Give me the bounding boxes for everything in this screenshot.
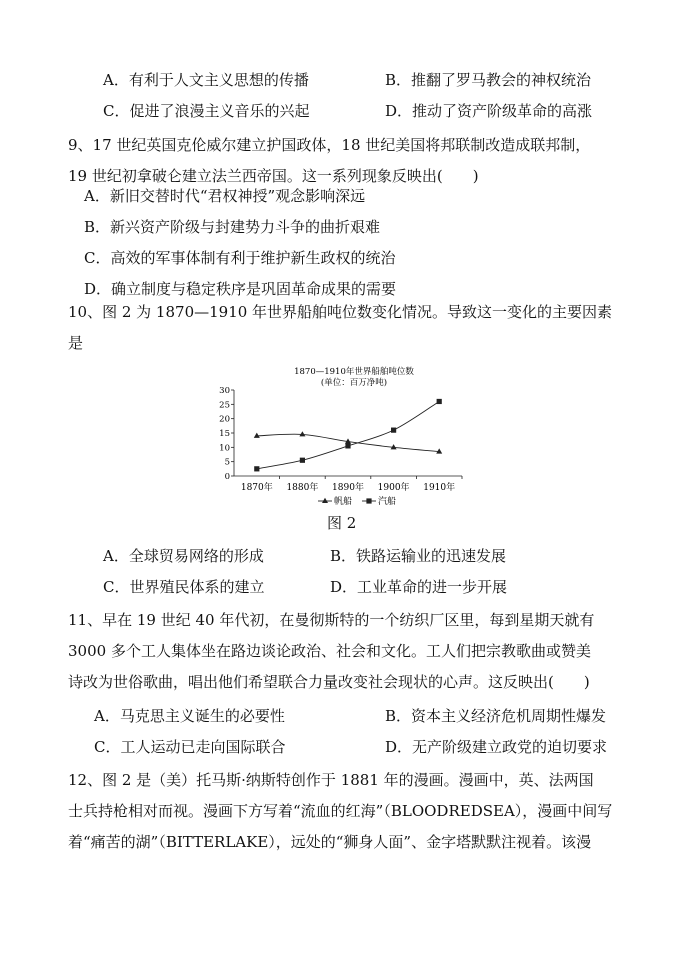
- q8-option-c: C．促进了浪漫主义音乐的兴起: [103, 102, 310, 120]
- q9-option-a: A．新旧交替时代“君权神授”观念影响深远: [84, 187, 366, 205]
- legend-marker: [366, 498, 371, 503]
- chart-title: 1870—1910年世界船舶吨位数: [294, 367, 414, 377]
- q9-option-c: C．高效的军事体制有利于维护新生政权的统治: [84, 249, 396, 267]
- data-point: [437, 399, 442, 404]
- y-tick-label: 25: [219, 400, 230, 411]
- y-tick-label: 30: [219, 386, 230, 396]
- ship-tonnage-chart: [219, 362, 478, 512]
- q11-option-d: D．无产阶级建立政党的迫切要求: [385, 738, 608, 756]
- legend-item: [362, 495, 396, 507]
- legend-item: [318, 495, 352, 507]
- q11-stem-line-2: 3000 多个工人集体坐在路边谈论政治、社会和文化。工人们把宗教歌曲或赞美: [68, 642, 591, 660]
- chart-subtitle: (单位：百万净吨): [320, 378, 388, 388]
- q9-stem-line-1: 9、17 世纪英国克伦威尔建立护国政体，18 世纪美国将邦联制改造成联邦制，: [68, 136, 591, 154]
- q10-option-c: C．世界殖民体系的建立: [103, 578, 265, 596]
- data-point: [254, 466, 259, 471]
- q9-option-d: D．确立制度与稳定秩序是巩固革命成果的需要: [84, 280, 397, 298]
- q8-option-a: A．有利于人文主义思想的传播: [103, 71, 309, 89]
- y-tick-label: 0: [224, 472, 230, 482]
- y-tick-label: 10: [219, 443, 230, 454]
- q12-stem-line-2: 士兵持枪相对而视。漫画下方写着“流血的红海”（BLOODREDSEA），漫画中间写: [68, 802, 613, 820]
- q11-option-b: B．资本主义经济危机周期性爆发: [385, 707, 607, 725]
- q10-stem-line-2: 是: [68, 334, 84, 352]
- q10-option-b: B．铁路运输业的迅速发展: [330, 547, 507, 565]
- y-tick-label: 20: [219, 414, 230, 425]
- series-steamship: [254, 399, 442, 472]
- q11-stem-line-1: 11、早在 19 世纪 40 年代初，在曼彻斯特的一个纺织厂区里，每到星期天就有: [68, 611, 595, 629]
- chart-svg: [219, 362, 478, 512]
- legend-label: 帆船: [334, 497, 353, 507]
- data-point: [299, 431, 305, 436]
- x-tick-label: 1880年: [286, 483, 319, 493]
- q8-option-d: D．推动了资产阶级革命的高涨: [385, 102, 593, 120]
- legend-marker: [322, 498, 328, 503]
- q9-stem-line-2: 19 世纪初拿破仑建立法兰西帝国。这一系列现象反映出( ): [68, 167, 479, 185]
- series-sailing-ship: [254, 431, 442, 453]
- y-tick-label: 5: [224, 457, 230, 468]
- q11-option-c: C．工人运动已走向国际联合: [94, 738, 286, 756]
- series-line: [257, 401, 439, 468]
- y-tick-label: 15: [219, 429, 230, 439]
- legend-label: 汽船: [378, 497, 397, 507]
- q11-stem-line-3: 诗改为世俗歌曲，唱出他们希望联合力量改变社会现状的心声。这反映出( ): [68, 673, 590, 691]
- q10-stem-line-1: 10、图 2 为 1870—1910 年世界船舶吨位数变化情况。导致这一变化的主要因素: [68, 303, 613, 321]
- data-point: [391, 428, 396, 433]
- x-tick-label: 1900年: [377, 483, 410, 493]
- chart-axes: [219, 386, 462, 493]
- x-tick-label: 1870年: [240, 483, 273, 493]
- q8-option-b: B．推翻了罗马教会的神权统治: [385, 71, 592, 89]
- chart-series: [254, 399, 442, 472]
- q11-option-a: A．马克思主义诞生的必要性: [94, 707, 285, 725]
- figure-caption: 图 2: [327, 514, 357, 532]
- chart-legend: [318, 495, 396, 507]
- data-point: [300, 458, 305, 463]
- x-tick-label: 1910年: [423, 483, 456, 493]
- data-point: [254, 433, 260, 438]
- q9-option-b: B．新兴资产阶级与封建势力斗争的曲折艰难: [84, 218, 381, 236]
- q10-option-a: A．全球贸易网络的形成: [103, 547, 264, 565]
- data-point: [345, 443, 350, 448]
- q10-option-d: D．工业革命的进一步开展: [330, 578, 508, 596]
- x-tick-label: 1890年: [332, 483, 364, 493]
- q12-stem-line-1: 12、图 2 是（美）托马斯·纳斯特创作于 1881 年的漫画。漫画中，英、法两国: [68, 771, 594, 789]
- q12-stem-line-3: 着“痛苦的湖”（BITTERLAKE），远处的“狮身人面”、金字塔默默注视着。该漫: [68, 833, 592, 851]
